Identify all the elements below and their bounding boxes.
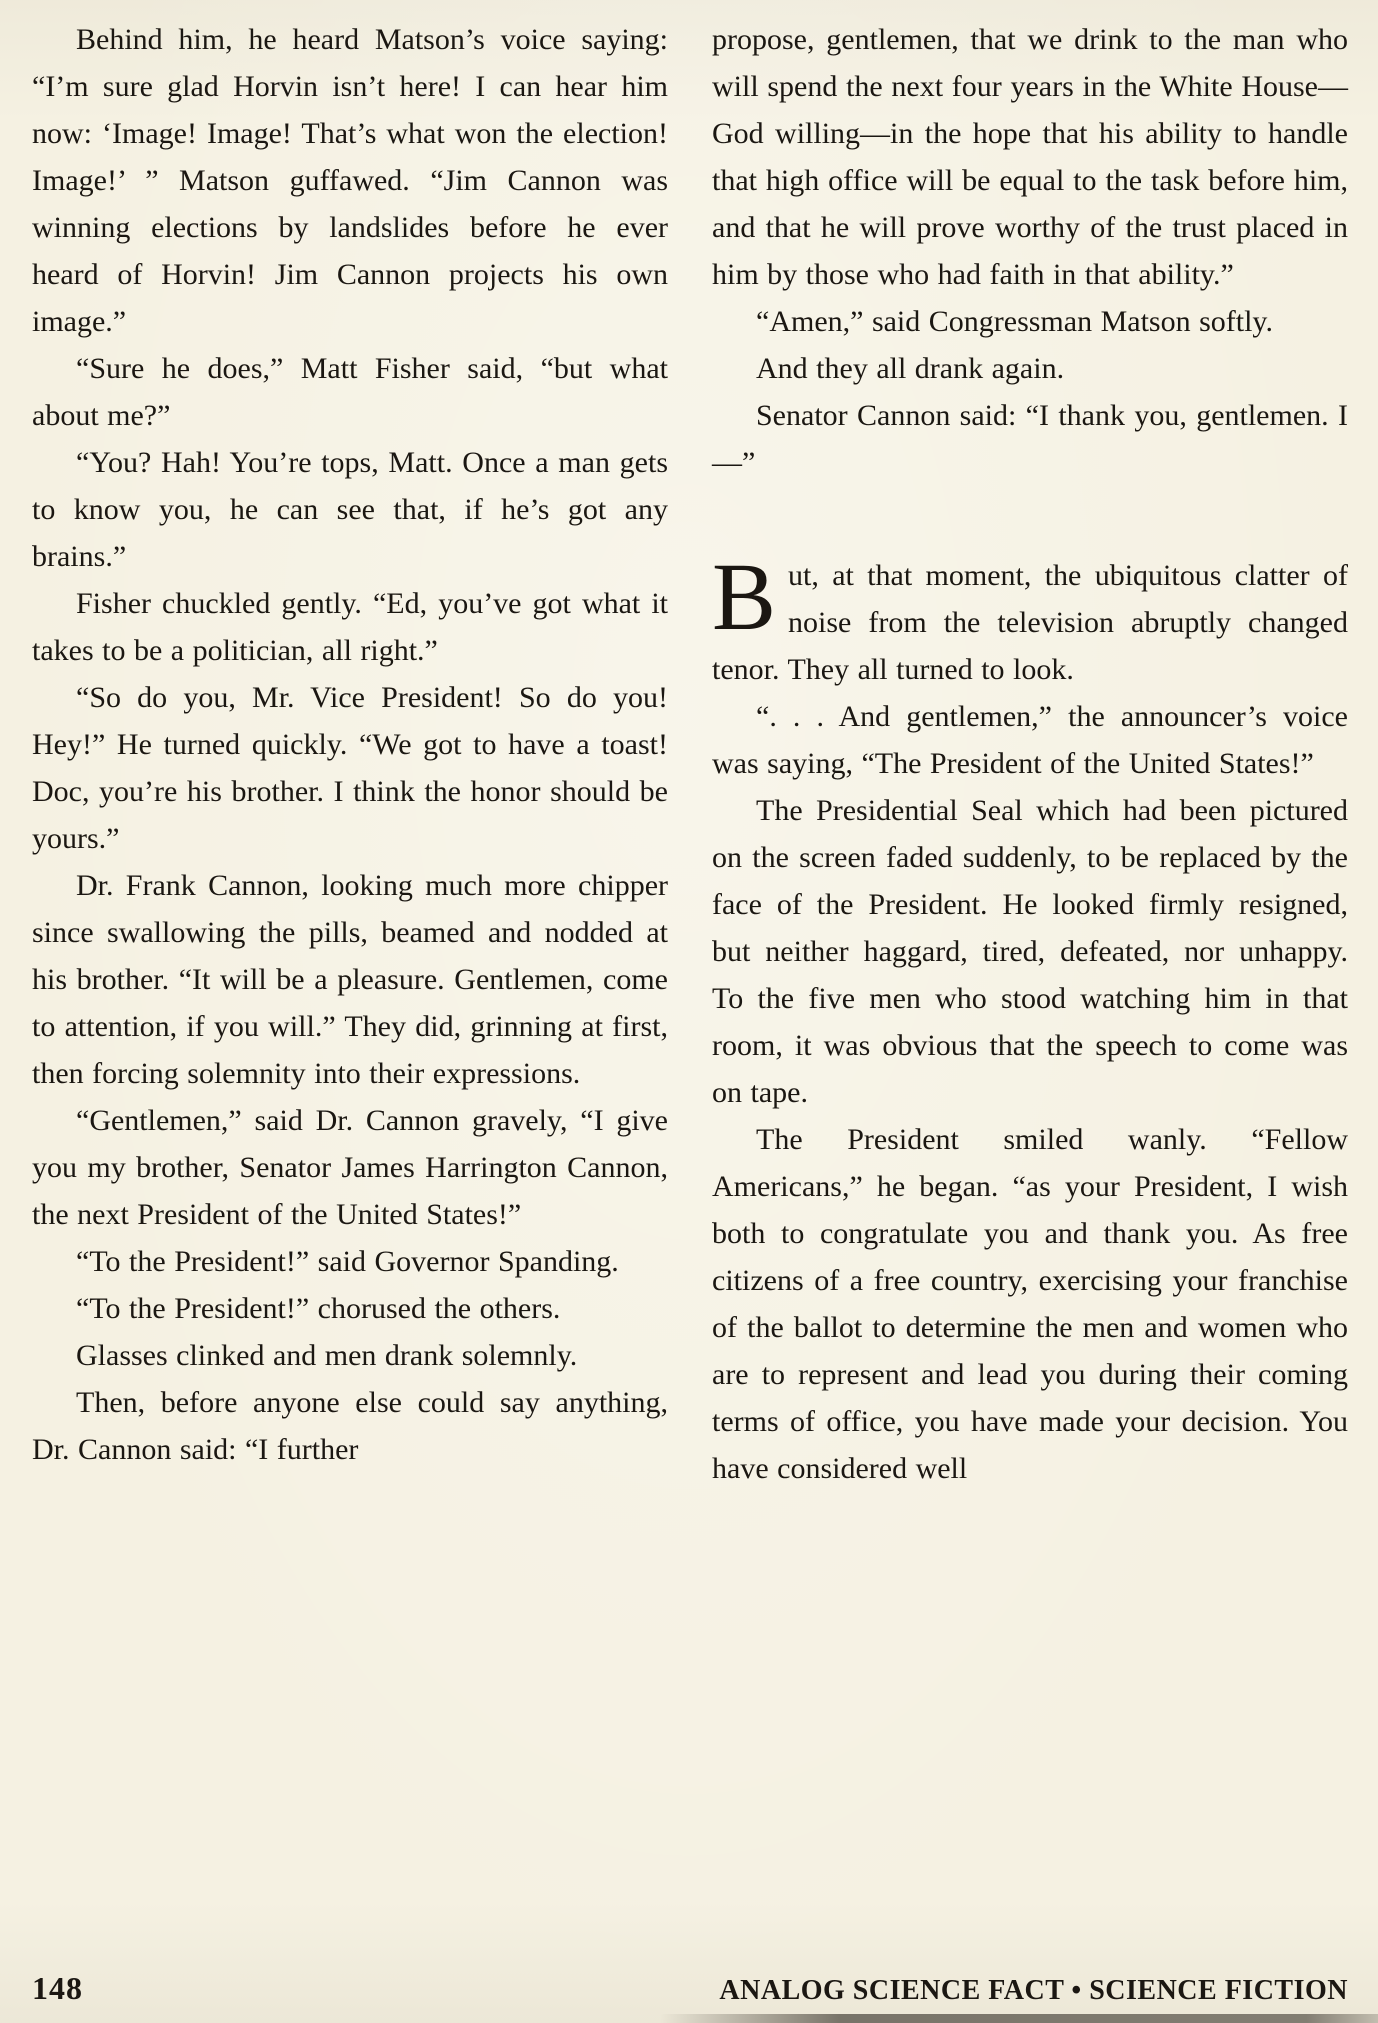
paragraph: Dr. Frank Cannon, looking much more chipper since swallowing the pills, beamed and nodded at his brother. “It will be a pleasure. Gentlemen, come to attention, if you will.” They did, grinning at first, then forcing solemnity into their expressions.	[32, 869, 668, 1090]
dropcap-paragraph-text: ut, at that moment, the ubiquitous clatter of noise from the television abruptly changed tenor. They all turned to look.	[712, 559, 1348, 686]
paragraph: “You? Hah! You’re tops, Matt. Once a man gets to know you, he can see that, if he’s got any brains.”	[32, 446, 668, 573]
paragraph: Behind him, he heard Matson’s voice saying: “I’m sure glad Horvin isn’t here! I can hear him now: ‘Image! Image! That’s what won the election! Image!’ ” Matson guffawed. “Jim Cannon was winning elections by landslides before he ever heard of Horvin! Jim Cannon projects his own image.”	[32, 23, 668, 338]
paragraph: And they all drank again.	[756, 352, 1065, 385]
paragraph: Then, before anyone else could say anything, Dr. Cannon said: “I further	[32, 1386, 668, 1466]
paragraph: The President smiled wanly. “Fellow Americans,” he began. “as your President, I wish both to congratulate you and thank you. As free citizens of a free country, exercising your franchise of the ballot to determine the men and women who are to represent and lead you during their coming terms of office, you have made your decision. You have considered well	[712, 1123, 1348, 1485]
paragraph: Senator Cannon said: “I thank you, gentlemen. I—”	[712, 399, 1348, 479]
section-break	[712, 486, 1348, 552]
paragraph: “To the President!” chorused the others.	[76, 1292, 561, 1325]
dropcap-letter: B	[712, 543, 777, 650]
paragraph: “So do you, Mr. Vice President! So do you! Hey!” He turned quickly. “We got to have a toast! Doc, you’re his brother. I think the honor should be yours.”	[32, 681, 668, 855]
paragraph: “Gentlemen,” said Dr. Cannon gravely, “I give you my brother, Senator James Harrington Cannon, the next President of the United States!”	[32, 1104, 668, 1231]
paragraph-continuation: propose, gentlemen, that we drink to the man who will spend the next four years in the White House—God willing—in the hope that his ability to handle that high office will be equal to the task before him, and that he will prove worthy of the trust placed in him by those who had faith in that ability.”	[712, 23, 1348, 291]
dropcap-paragraph	[712, 543, 1348, 693]
right-column	[712, 16, 1348, 1492]
paragraph: “To the President!” said Governor Spanding.	[76, 1245, 619, 1278]
paragraph: “Sure he does,” Matt Fisher said, “but what about me?”	[32, 352, 668, 432]
left-column	[32, 16, 668, 1492]
paragraph: “. . . And gentlemen,” the announcer’s voice was saying, “The President of the United States!”	[712, 700, 1348, 780]
page-number: 148	[32, 1970, 83, 2006]
running-title: ANALOG SCIENCE FACT • SCIENCE FICTION	[719, 1975, 1348, 2006]
paragraph: The Presidential Seal which had been pictured on the screen faded suddenly, to be replaced by the face of the President. He looked firmly resigned, but neither haggard, tired, defeated, nor unhappy. To the five men who stood watching him in that room, it was obvious that the speech to come was on tape.	[712, 794, 1348, 1109]
paragraph: Glasses clinked and men drank solemnly.	[76, 1339, 578, 1372]
text-columns	[32, 16, 1348, 1492]
paragraph: Fisher chuckled gently. “Ed, you’ve got what it takes to be a politician, all right.”	[32, 587, 668, 667]
paragraph: “Amen,” said Congressman Matson softly.	[756, 305, 1273, 338]
page-footer	[32, 1970, 1348, 2007]
scan-artifact	[660, 2014, 1378, 2023]
